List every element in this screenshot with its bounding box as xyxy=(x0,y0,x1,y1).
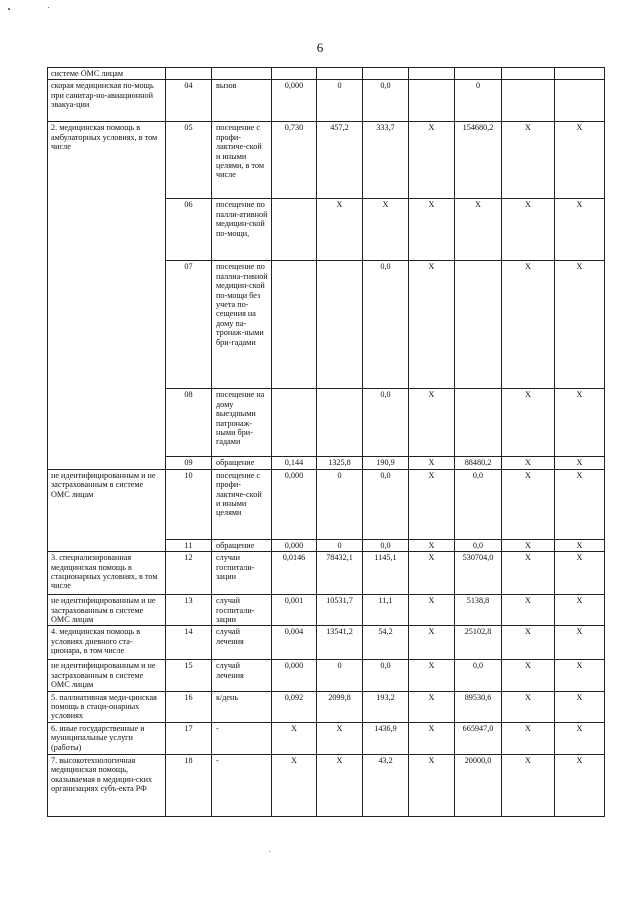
value-cell-v2 xyxy=(317,68,363,80)
row-code-cell: 07 xyxy=(166,261,212,389)
row-unit-cell: посещение с профи-лактиче-ской и иными целями xyxy=(212,469,272,539)
table-row xyxy=(48,68,605,80)
value-cell-v5 xyxy=(455,261,502,389)
value-cell-v3: 0,0 xyxy=(363,389,409,457)
row-unit-cell: случай лечения xyxy=(212,626,272,660)
value-cell-v4: X xyxy=(409,626,455,660)
value-cell-v4: X xyxy=(409,389,455,457)
value-cell-v4: X xyxy=(409,552,455,595)
value-cell-v4: X xyxy=(409,595,455,626)
row-code-cell: 12 xyxy=(166,552,212,595)
row-code-cell: 04 xyxy=(166,80,212,122)
row-unit-cell: - xyxy=(212,722,272,754)
row-name-cell: 2. медицинская помощь в амбулаторных условиях, в том числе xyxy=(48,122,166,469)
value-cell-v3: 190,9 xyxy=(363,457,409,469)
row-unit-cell: - xyxy=(212,754,272,816)
row-unit-cell: случаи госпитали-зации xyxy=(212,552,272,595)
value-cell-v5: 0,0 xyxy=(455,660,502,691)
row-code-cell: 10 xyxy=(166,469,212,539)
row-code-cell: 13 xyxy=(166,595,212,626)
table-row xyxy=(48,660,605,691)
row-unit-cell: посещение по палли-ативной медицин-ской по-мощи, xyxy=(212,199,272,261)
row-name-cell: не идентифицированным и не застрахованным в системе ОМС лицам xyxy=(48,469,166,551)
value-cell-v5: 89530,6 xyxy=(455,691,502,722)
value-cell-v7: X xyxy=(555,754,605,816)
value-cell-v6: X xyxy=(502,457,555,469)
row-unit-cell: посещение по паллиа-тивной медицин-ской по-мощи без учета по-сещения на дому па-тронаж-ными бри-гадами xyxy=(212,261,272,389)
value-cell-v7: X xyxy=(555,199,605,261)
value-cell-v6: X xyxy=(502,539,555,551)
value-cell-v4: X xyxy=(409,660,455,691)
row-unit-cell: случай лечения xyxy=(212,660,272,691)
row-name-cell: скорая медицинская по-мощь при санитар-но-авиационной эвакуа-ции xyxy=(48,80,166,122)
scan-speck xyxy=(48,7,49,8)
value-cell-v5: 88480,2 xyxy=(455,457,502,469)
value-cell-v2: 2099,8 xyxy=(317,691,363,722)
value-cell-v4 xyxy=(409,80,455,122)
row-name-cell: 6. иные государственные и муниципальные услуги (работы) xyxy=(48,722,166,754)
row-unit-cell xyxy=(212,68,272,80)
value-cell-v6: X xyxy=(502,660,555,691)
scan-speck xyxy=(8,8,10,10)
value-cell-v3: 11,1 xyxy=(363,595,409,626)
table-row xyxy=(48,80,605,122)
value-cell-v3: X xyxy=(363,199,409,261)
value-cell-v1: 0,000 xyxy=(272,469,317,539)
row-unit-cell: обращение xyxy=(212,457,272,469)
row-name-cell: системе ОМС лицам xyxy=(48,68,166,80)
value-cell-v1: 0,000 xyxy=(272,660,317,691)
table-row xyxy=(48,691,605,722)
value-cell-v7: X xyxy=(555,122,605,199)
value-cell-v3: 0,0 xyxy=(363,660,409,691)
row-name-cell: не идентифицированным и не застрахованным в системе ОМС лицам xyxy=(48,595,166,626)
row-name-cell: 4. медицинская помощь в условиях дневного ста-ционара, в том числе xyxy=(48,626,166,660)
value-cell-v7: X xyxy=(555,722,605,754)
value-cell-v7: X xyxy=(555,389,605,457)
value-cell-v1: 0,004 xyxy=(272,626,317,660)
table-row xyxy=(48,469,605,539)
value-cell-v2: 0 xyxy=(317,539,363,551)
value-cell-v6: X xyxy=(502,261,555,389)
value-cell-v4 xyxy=(409,68,455,80)
value-cell-v6: X xyxy=(502,754,555,816)
value-cell-v5 xyxy=(455,389,502,457)
value-cell-v2: 0 xyxy=(317,660,363,691)
value-cell-v2: 10531,7 xyxy=(317,595,363,626)
value-cell-v2: 78432,1 xyxy=(317,552,363,595)
value-cell-v5: 25102,8 xyxy=(455,626,502,660)
row-unit-cell: к/день xyxy=(212,691,272,722)
row-name-cell: не идентифицированным и не застрахованным в системе ОМС лицам xyxy=(48,660,166,691)
row-code-cell: 15 xyxy=(166,660,212,691)
value-cell-v4: X xyxy=(409,754,455,816)
row-code-cell: 11 xyxy=(166,539,212,551)
value-cell-v3 xyxy=(363,68,409,80)
value-cell-v7: X xyxy=(555,469,605,539)
value-cell-v6: X xyxy=(502,199,555,261)
value-cell-v4: X xyxy=(409,539,455,551)
value-cell-v6: X xyxy=(502,122,555,199)
row-unit-cell: посещение на дому выездными патронаж-ными бри-гадами xyxy=(212,389,272,457)
value-cell-v4: X xyxy=(409,691,455,722)
value-cell-v6 xyxy=(502,68,555,80)
value-cell-v7: X xyxy=(555,691,605,722)
value-cell-v2: 0 xyxy=(317,80,363,122)
value-cell-v6: X xyxy=(502,691,555,722)
page-number: 6 xyxy=(316,40,324,55)
value-cell-v6: X xyxy=(502,552,555,595)
table-row xyxy=(48,595,605,626)
value-cell-v1: 0,001 xyxy=(272,595,317,626)
row-unit-cell: случай госпитали-зации xyxy=(212,595,272,626)
value-cell-v2: 1325,8 xyxy=(317,457,363,469)
row-code-cell: 14 xyxy=(166,626,212,660)
value-cell-v7 xyxy=(555,68,605,80)
value-cell-v1: 0,144 xyxy=(272,457,317,469)
value-cell-v3: 1436,9 xyxy=(363,722,409,754)
table-row xyxy=(48,722,605,754)
value-cell-v5: 665947,0 xyxy=(455,722,502,754)
value-cell-v2: X xyxy=(317,722,363,754)
value-cell-v3: 43,2 xyxy=(363,754,409,816)
value-cell-v1 xyxy=(272,389,317,457)
value-cell-v5: 5138,8 xyxy=(455,595,502,626)
value-cell-v7: X xyxy=(555,457,605,469)
value-cell-v6 xyxy=(502,80,555,122)
row-unit-cell: обращение xyxy=(212,539,272,551)
value-cell-v2: 13541,2 xyxy=(317,626,363,660)
value-cell-v1 xyxy=(272,261,317,389)
row-code-cell: 08 xyxy=(166,389,212,457)
row-code-cell: 05 xyxy=(166,122,212,199)
value-cell-v1: 0,000 xyxy=(272,80,317,122)
value-cell-v1: X xyxy=(272,722,317,754)
row-name-cell: 5. паллиативная меди-цинская помощь в стаци-онарных условиях xyxy=(48,691,166,722)
value-cell-v1: 0,000 xyxy=(272,539,317,551)
value-cell-v4: X xyxy=(409,722,455,754)
value-cell-v6: X xyxy=(502,595,555,626)
value-cell-v5: 0 xyxy=(455,80,502,122)
value-cell-v7 xyxy=(555,80,605,122)
value-cell-v1: 0,0146 xyxy=(272,552,317,595)
value-cell-v7: X xyxy=(555,595,605,626)
value-cell-v3: 193,2 xyxy=(363,691,409,722)
value-cell-v3: 1145,1 xyxy=(363,552,409,595)
value-cell-v1: 0,092 xyxy=(272,691,317,722)
value-cell-v2 xyxy=(317,261,363,389)
value-cell-v3: 333,7 xyxy=(363,122,409,199)
value-cell-v1 xyxy=(272,68,317,80)
financing-table xyxy=(47,67,605,817)
value-cell-v5: 0,0 xyxy=(455,539,502,551)
scan-speck xyxy=(269,851,270,852)
value-cell-v1: 0,730 xyxy=(272,122,317,199)
value-cell-v3: 0,0 xyxy=(363,80,409,122)
value-cell-v5: 530704,0 xyxy=(455,552,502,595)
row-name-cell: 7. высокотехнологичная медицинская помощь, оказываемая в медицин-ских организациях субъ-екта РФ xyxy=(48,754,166,816)
row-unit-cell: посещение с профи-лактиче-ской и иными целями, в том числе xyxy=(212,122,272,199)
value-cell-v5 xyxy=(455,68,502,80)
row-code-cell xyxy=(166,68,212,80)
value-cell-v2 xyxy=(317,389,363,457)
value-cell-v2: X xyxy=(317,754,363,816)
value-cell-v3: 54,2 xyxy=(363,626,409,660)
row-code-cell: 17 xyxy=(166,722,212,754)
value-cell-v7: X xyxy=(555,626,605,660)
value-cell-v2: 0 xyxy=(317,469,363,539)
value-cell-v2: 457,2 xyxy=(317,122,363,199)
value-cell-v5: 20000,0 xyxy=(455,754,502,816)
value-cell-v5: 0,0 xyxy=(455,469,502,539)
table-row xyxy=(48,626,605,660)
value-cell-v7: X xyxy=(555,539,605,551)
table-row xyxy=(48,754,605,816)
value-cell-v1 xyxy=(272,199,317,261)
row-unit-cell: вызов xyxy=(212,80,272,122)
row-code-cell: 18 xyxy=(166,754,212,816)
value-cell-v7: X xyxy=(555,552,605,595)
value-cell-v7: X xyxy=(555,261,605,389)
value-cell-v6: X xyxy=(502,469,555,539)
value-cell-v4: X xyxy=(409,122,455,199)
row-name-cell: 3. специализированная медицинская помощь в стационарных условиях, в том числе xyxy=(48,552,166,595)
value-cell-v4: X xyxy=(409,457,455,469)
table-row xyxy=(48,122,605,199)
value-cell-v4: X xyxy=(409,261,455,389)
value-cell-v4: X xyxy=(409,199,455,261)
value-cell-v6: X xyxy=(502,626,555,660)
value-cell-v6: X xyxy=(502,722,555,754)
row-code-cell: 09 xyxy=(166,457,212,469)
table-row xyxy=(48,552,605,595)
value-cell-v5: X xyxy=(455,199,502,261)
value-cell-v7: X xyxy=(555,660,605,691)
value-cell-v3: 0,0 xyxy=(363,261,409,389)
value-cell-v4: X xyxy=(409,469,455,539)
value-cell-v5: 154680,2 xyxy=(455,122,502,199)
value-cell-v3: 0,0 xyxy=(363,539,409,551)
row-code-cell: 16 xyxy=(166,691,212,722)
value-cell-v6: X xyxy=(502,389,555,457)
row-code-cell: 06 xyxy=(166,199,212,261)
value-cell-v2: X xyxy=(317,199,363,261)
value-cell-v3: 0,0 xyxy=(363,469,409,539)
value-cell-v1: X xyxy=(272,754,317,816)
